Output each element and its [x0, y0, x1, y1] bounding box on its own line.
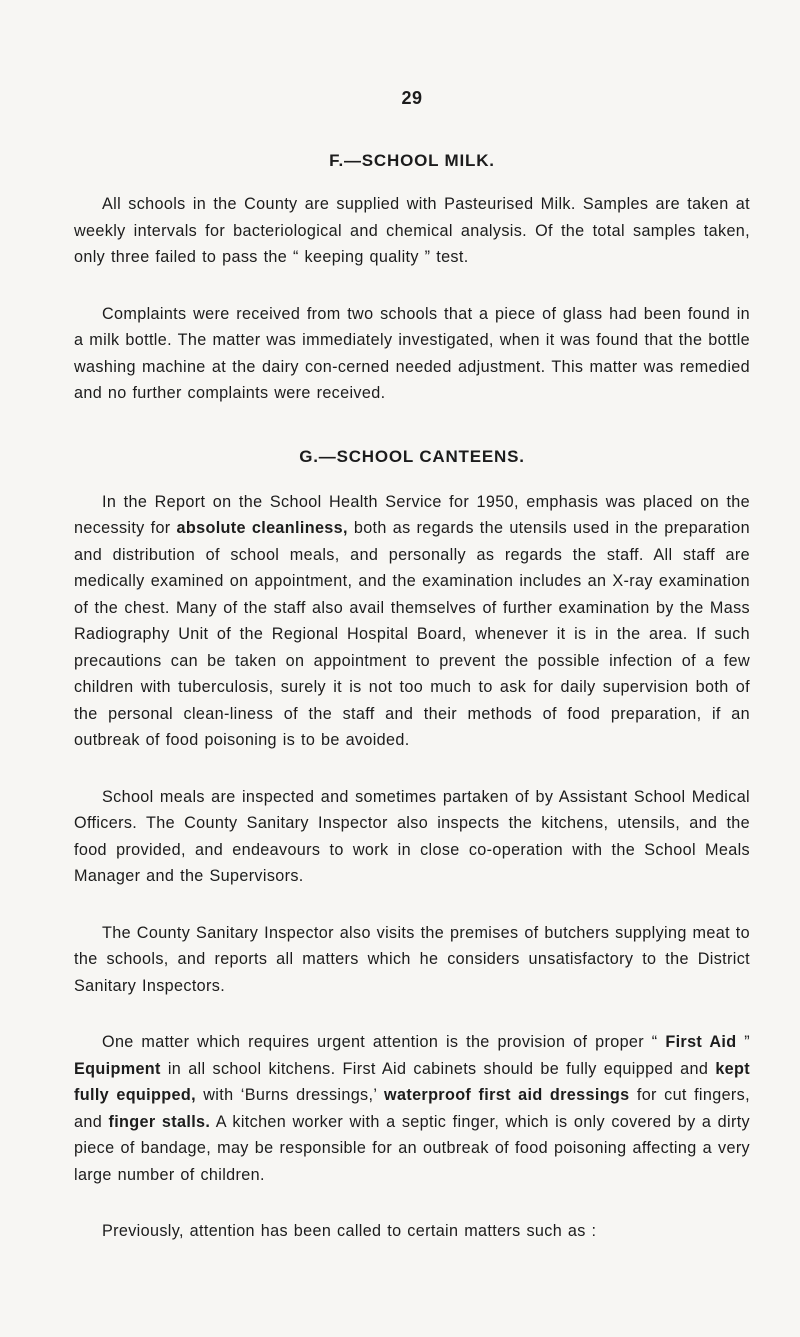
emphasis-first-aid: First Aid	[665, 1033, 737, 1051]
emphasis-waterproof-dressings: waterproof first aid dressings	[384, 1086, 630, 1104]
paragraph-cleanliness	[74, 489, 750, 754]
emphasis-absolute-cleanliness: absolute cleanliness,	[176, 519, 348, 537]
emphasis-kept-fully-equipped: kept fully equipped,	[74, 1059, 750, 1104]
text-run: for cut fingers, and	[74, 1086, 750, 1131]
text-run: In the Report on the School Health Service for 1950, emphasis was placed on the necessity for	[74, 492, 750, 537]
emphasis-equipment: Equipment	[74, 1059, 161, 1078]
emphasis-finger-stalls: finger stalls.	[108, 1112, 211, 1131]
section-heading-school-milk: F.—SCHOOL MILK.	[329, 151, 495, 170]
text-run: ”	[744, 1033, 750, 1051]
text-run: A kitchen worker with a septic finger, which is only covered by a dirty piece of bandage, may be responsible for an outbreak of food poisoning affecting a very large number of children.	[74, 1112, 750, 1184]
paragraph-meal-inspection: School meals are inspected and sometimes partaken of by Assistant School Medical Officers. The County Sanitary Inspector also inspects the kitchens, utensils, and the food provided, and endeavours to work in close co-operation with the School Meals Manager and the Supervisors.	[74, 787, 750, 885]
paragraph-first-aid	[74, 1029, 750, 1188]
text-run: One matter which requires urgent attention is the provision of proper “	[102, 1033, 658, 1051]
text-run: in all school kitchens. First Aid cabinets should be fully equipped and	[167, 1059, 709, 1078]
text-run: with ‘Burns dressings,’	[203, 1086, 377, 1104]
paragraph-butchers-premises: The County Sanitary Inspector also visits the premises of butchers supplying meat to the schools, and reports all matters which he considers unsatisfactory to the District Sanitary Inspectors.	[74, 923, 750, 995]
paragraph-glass-complaints: Complaints were received from two schools that a piece of glass had been found in a milk bottle. The matter was immediately investigated, when it was found that the bottle washing machine at the dairy con-cerned needed adjustment. This matter was remedied and no further complaints were received.	[74, 304, 750, 402]
paragraph-previously: Previously, attention has been called to certain matters such as :	[102, 1222, 597, 1240]
text-run: both as regards the utensils used in the preparation and distribution of school meals, and personally as regards the staff. All staff are medically examined on appointment, and the examination includes an X-ray examination of the chest. Many of the staff also avail themselves of further examination by the Mass Radiography Unit of the Regional Hospital Board, whenever it is in the area. If such precautions can be taken on appointment to prevent the possible infection of a few children with tuberculosis, surely it is not too much to ask for daily supervision both of the personal clean-liness of the staff and their methods of food preparation, if an outbreak of food poisoning is to be avoided.	[74, 519, 750, 749]
paragraph-school-milk-supply: All schools in the County are supplied with Pasteurised Milk. Samples are taken at weekly intervals for bacteriological and chemical analysis. Of the total samples taken, only three failed to pass the “ keeping quality ” test.	[74, 195, 750, 266]
section-heading-school-canteens: G.—SCHOOL CANTEENS.	[299, 446, 525, 466]
page-number: 29	[401, 88, 423, 108]
